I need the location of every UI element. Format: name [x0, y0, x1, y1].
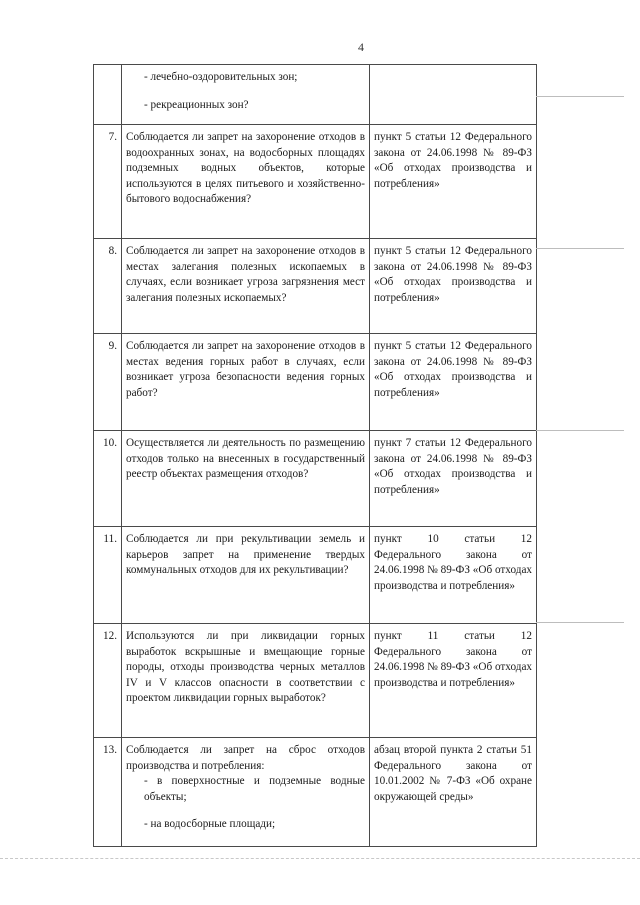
question-text: Используются ли при ликвидации горных выработок вскрышные и вмещающие горные породы, отходы производства черных металлов IV и V классов опасности в соответствии с проектом ликвидации горных выработок? — [126, 630, 365, 705]
reference-cell — [370, 65, 537, 125]
question-text: Соблюдается ли при рекультивации земель и карьеров запрет на применение твердых коммунальных отходов для их рекультивации? — [126, 533, 365, 577]
question-text: Соблюдается ли запрет на сброс отходов производства и потребления: — [126, 744, 365, 772]
question-subitem: - рекреационных зон? — [144, 98, 249, 111]
row-number: 9. — [94, 334, 122, 431]
question-text: Соблюдается ли запрет на захоронение отходов в местах залегания полезных ископаемых в случаях, если возникает угроза загрязнения мест залегания полезных ископаемых? — [126, 245, 365, 304]
margin-rule — [536, 96, 624, 97]
question-cell — [122, 125, 370, 239]
question-cell — [122, 738, 370, 847]
question-text: Осуществляется ли деятельность по размещению отходов только на внесенных в государственный реестр объектах размещения отходов? — [126, 437, 365, 481]
reference-cell: пункт 7 статьи 12 Федерального закона от 24.06.1998 № 89-ФЗ «Об отходах производства и потребления» — [370, 431, 537, 527]
reference-cell: пункт 10 статьи 12 Федерального закона от 24.06.1998 № 89-ФЗ «Об отходах производства и потребления» — [370, 527, 537, 624]
row-number: 11. — [94, 527, 122, 624]
table-row — [94, 527, 537, 624]
page-number: 4 — [358, 40, 364, 54]
row-number — [94, 65, 122, 125]
margin-rule — [536, 248, 624, 249]
question-cell — [122, 239, 370, 334]
reference-cell: пункт 5 статьи 12 Федерального закона от 24.06.1998 № 89-ФЗ «Об отходах производства и потребления» — [370, 125, 537, 239]
question-subitem: - лечебно-оздоровительных зон; — [144, 71, 298, 83]
margin-rule — [536, 622, 624, 623]
question-subitem: - в поверхностные и подземные водные объекты; — [144, 775, 365, 803]
question-text: Соблюдается ли запрет на захоронение отходов в водоохранных зонах, на водосборных площадях подземных водных объектов, которые используются в целях питьевого и хозяйственно-бытового водоснабжения? — [126, 131, 365, 206]
table-row — [94, 239, 537, 334]
reference-cell: пункт 11 статьи 12 Федерального закона от 24.06.1998 № 89-ФЗ «Об отходах производства и потребления» — [370, 624, 537, 738]
question-cell — [122, 527, 370, 624]
reference-cell: пункт 5 статьи 12 Федерального закона от 24.06.1998 № 89-ФЗ «Об отходах производства и потребления» — [370, 239, 537, 334]
row-number: 13. — [94, 738, 122, 847]
reference-cell: абзац второй пункта 2 статьи 51 Федерального закона от 10.01.2002 № 7-ФЗ «Об охране окружающей среды» — [370, 738, 537, 847]
scan-edge-line — [0, 858, 640, 860]
question-cell — [122, 334, 370, 431]
question-cell — [122, 624, 370, 738]
table-row — [94, 431, 537, 527]
table-row — [94, 65, 537, 125]
table-row — [94, 738, 537, 847]
question-text: Соблюдается ли запрет на захоронение отходов в местах ведения горных работ в случаях, если возникает угроза безопасности ведения горных работ? — [126, 340, 365, 399]
table-row — [94, 125, 537, 239]
row-number: 7. — [94, 125, 122, 239]
margin-rule — [536, 430, 624, 431]
row-number: 10. — [94, 431, 122, 527]
row-number: 12. — [94, 624, 122, 738]
reference-cell: пункт 5 статьи 12 Федерального закона от 24.06.1998 № 89-ФЗ «Об отходах производства и потребления» — [370, 334, 537, 431]
table-row — [94, 334, 537, 431]
row-number: 8. — [94, 239, 122, 334]
table-row — [94, 624, 537, 738]
question-subitem: - на водосборные площади; — [144, 818, 276, 831]
question-cell — [122, 65, 370, 125]
question-cell — [122, 431, 370, 527]
checklist-table — [93, 64, 537, 847]
